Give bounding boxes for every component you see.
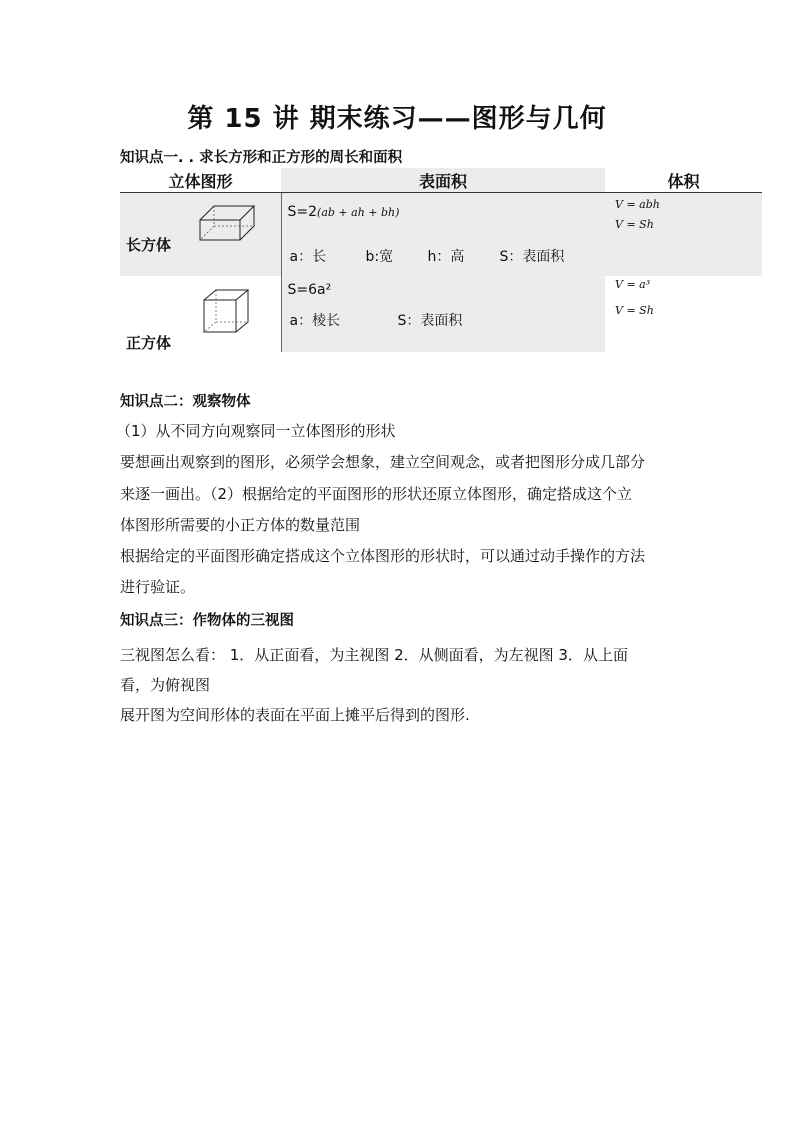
kp2-line-4: 体图形所需要的小正方体的数量范围: [120, 516, 361, 534]
cuboid-area-formula: S=2(ab + ah + bh): [287, 204, 400, 220]
cube-area-cell: [281, 276, 605, 352]
formula-table: [120, 168, 762, 352]
kp3-line-2: 看，为俯视图: [120, 676, 211, 694]
cube-area-formula: S=6a²: [287, 282, 332, 298]
kp3-heading: 知识点三：作物体的三视图: [120, 613, 294, 629]
cuboid-volume-1: V = abh: [615, 198, 660, 211]
cuboid-legend-b: b:宽: [365, 249, 394, 265]
header-volume: 体积: [667, 171, 700, 191]
kp2-heading: 知识点二：观察物体: [120, 394, 251, 410]
cube-volume-1: V = a³: [615, 278, 651, 291]
cube-legend-s: S：表面积: [397, 313, 463, 329]
table-header-rule: [120, 192, 762, 193]
kp2-line-5: 根据给定的平面图形确定搭成这个立体图形的形状时，可以通过动手操作的方法: [120, 547, 646, 565]
header-area: 表面积: [281, 168, 605, 192]
cube-legend-a: a：棱长: [289, 313, 341, 329]
kp3-line-3: 展开图为空间形体的表面在平面上摊平后得到的图形.: [120, 706, 470, 724]
page-title: 第 15 讲 期末练习——图形与几何: [187, 104, 607, 134]
kp2-line-3: 来逐一画出。（2）根据给定的平面图形的形状还原立体图形，确定搭成这个立: [120, 485, 633, 503]
kp2-line-6: 进行验证。: [120, 578, 196, 596]
cube-volume-cell: [605, 276, 762, 352]
cuboid-volume-cell: [605, 192, 762, 276]
cuboid-legend-s: S：表面积: [499, 249, 565, 265]
cuboid-shape-cell: [120, 192, 281, 276]
kp3-line-1: 三视图怎么看： 1．从正面看，为主视图 2．从侧面看，为左视图 3．从上面: [120, 646, 628, 664]
cube-label: 正方体: [126, 334, 172, 352]
header-shape: 立体图形: [168, 171, 233, 191]
cuboid-area-cell: [281, 192, 605, 276]
cuboid-legend-h: h：高: [427, 249, 465, 265]
cuboid-figure: [198, 202, 258, 242]
cuboid-volume-2: V = Sh: [615, 218, 654, 231]
cuboid-label: 长方体: [126, 236, 172, 254]
kp2-line-1: （1）从不同方向观察同一立体图形的形状: [116, 422, 396, 440]
cube-figure: [202, 288, 250, 336]
kp2-line-2: 要想画出观察到的图形，必须学会想象，建立空间观念，或者把图形分成几部分: [120, 453, 646, 471]
cube-shape-cell: [120, 276, 281, 352]
kp1-heading: 知识点一. . 求长方形和正方形的周长和面积: [120, 150, 403, 166]
cube-volume-2: V = Sh: [615, 304, 654, 317]
cuboid-legend-a: a：长: [289, 249, 327, 265]
